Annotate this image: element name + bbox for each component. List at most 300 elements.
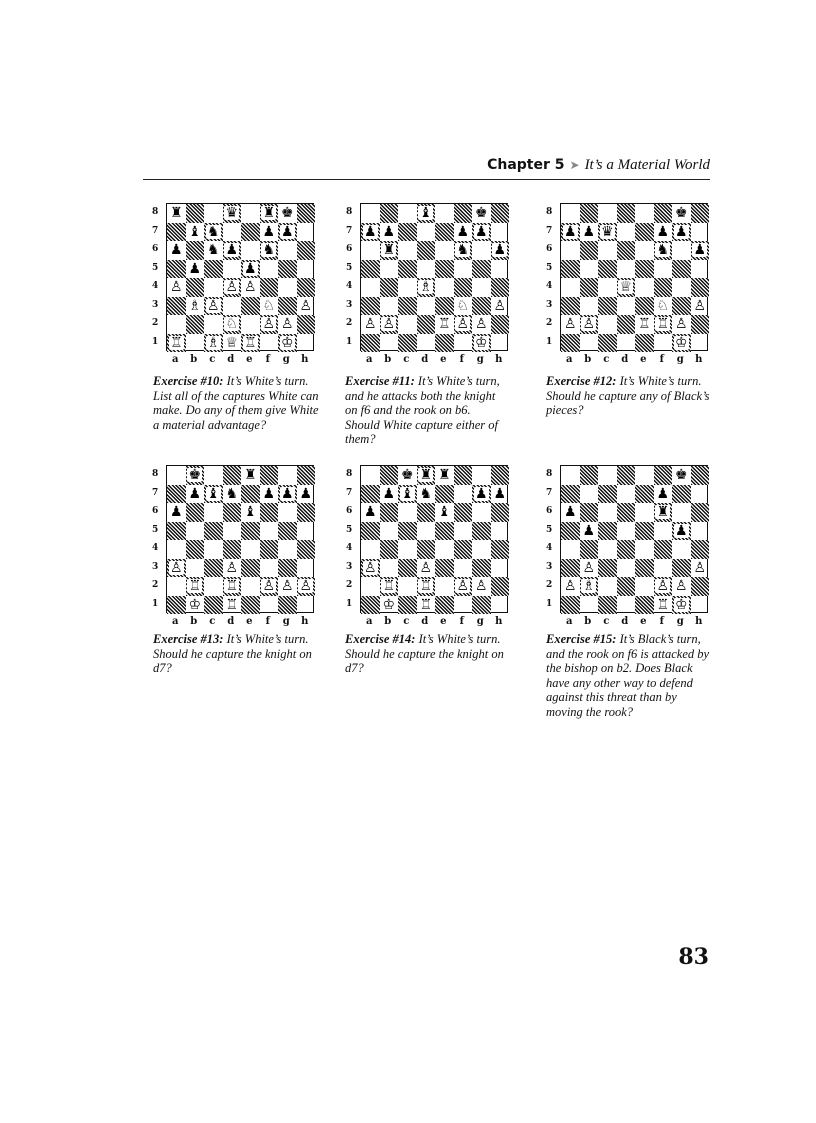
square-c3 [598,559,617,578]
square-c8 [398,204,417,223]
rank-label: 3 [152,299,159,310]
square-f3 [454,297,473,316]
square-f7 [260,223,279,242]
exercise-text: It’s White’s turn, and he attacks both the knight on f6 and the rook on b6. Should White capture either of them? [345,374,500,447]
square-a1 [561,334,580,353]
square-g8 [672,204,691,223]
file-label: d [421,616,429,627]
square-b5 [380,522,399,541]
file-label: a [566,354,573,365]
square-f8 [454,466,473,485]
square-g4 [672,278,691,297]
black-king-icon: ♚ [280,205,294,222]
square-d2 [417,577,436,596]
black-pawn-icon: ♟ [474,223,488,240]
black-knight-icon: ♞ [206,242,220,259]
square-g2 [278,577,297,596]
square-g6 [278,241,297,260]
black-knight-icon: ♞ [225,485,239,502]
square-f1 [454,596,473,615]
file-label: g [476,616,484,627]
square-b4 [580,278,599,297]
square-g6 [672,241,691,260]
rank-label: 4 [546,281,553,291]
square-c2 [204,315,223,334]
square-f2 [260,315,279,334]
square-c5 [398,522,417,541]
rank-label: 3 [152,561,159,572]
square-e5 [241,522,260,541]
square-d5 [417,522,436,541]
square-g2 [672,577,691,596]
square-e3 [635,559,654,578]
rank-label: 7 [346,225,353,236]
square-d8 [223,466,242,485]
square-a2 [167,577,186,596]
square-b5 [580,522,599,541]
rank-label: 5 [346,524,353,535]
chess-board [560,203,708,351]
square-a4 [361,278,380,297]
rank-label: 2 [346,580,353,590]
file-label: h [695,616,703,627]
square-d1 [223,334,242,353]
square-c3 [204,297,223,316]
rank-label: 4 [346,543,353,553]
square-h4 [691,278,710,297]
chess-diagram-13 [148,465,323,637]
square-h5 [691,260,710,279]
white-pawn-icon: ♙ [363,316,377,333]
square-c2 [204,577,223,596]
square-e6 [635,503,654,522]
black-bishop-icon: ♝ [400,485,414,502]
square-a3 [167,297,186,316]
square-g3 [672,297,691,316]
black-rook-icon: ♜ [437,467,451,484]
square-e1 [435,596,454,615]
file-label: e [440,616,447,627]
exercise-text: It’s White’s turn. Should he capture the knight on d7? [345,632,504,676]
square-e8 [241,204,260,223]
square-e2 [241,577,260,596]
square-c4 [204,540,223,559]
square-h5 [691,522,710,541]
white-pawn-icon: ♙ [243,279,257,296]
rank-label: 4 [152,543,159,553]
square-a2 [561,577,580,596]
square-d5 [617,260,636,279]
square-c5 [598,260,617,279]
square-g5 [278,260,297,279]
square-b5 [580,260,599,279]
square-a5 [167,522,186,541]
square-h8 [691,204,710,223]
file-label: e [640,616,647,627]
square-h6 [297,241,316,260]
file-label: e [440,354,447,365]
square-f6 [654,241,673,260]
square-g8 [472,466,491,485]
rank-label: 1 [152,598,159,609]
square-c2 [598,315,617,334]
black-queen-icon: ♛ [600,223,614,240]
exercise-text: It’s White’s turn. List all of the captures White can make. Do any of them give White a material advantage? [153,374,319,432]
square-c5 [204,522,223,541]
square-f7 [260,485,279,504]
square-g2 [472,315,491,334]
square-d5 [223,260,242,279]
exercise-13-caption [153,632,323,676]
square-a1 [167,334,186,353]
square-g3 [472,559,491,578]
square-e3 [635,297,654,316]
square-h7 [297,485,316,504]
square-e1 [635,596,654,615]
square-h7 [297,223,316,242]
file-label: c [603,354,610,365]
square-c6 [204,503,223,522]
black-pawn-icon: ♟ [280,223,294,240]
square-b6 [186,241,205,260]
black-king-icon: ♚ [474,205,488,222]
rank-label: 6 [546,506,553,516]
chess-board [166,203,314,351]
square-c3 [598,297,617,316]
square-c1 [598,334,617,353]
square-c4 [598,540,617,559]
square-d4 [417,278,436,297]
square-e3 [241,559,260,578]
file-label: f [459,616,464,627]
square-b1 [380,596,399,615]
square-g6 [472,503,491,522]
exercise-15-caption [546,632,716,720]
square-h4 [691,540,710,559]
square-a4 [561,540,580,559]
square-a6 [167,241,186,260]
black-knight-icon: ♞ [262,242,276,259]
white-pawn-icon: ♙ [382,316,396,333]
square-f7 [654,223,673,242]
square-c4 [204,278,223,297]
white-pawn-icon: ♙ [563,316,577,333]
square-a8 [561,204,580,223]
white-knight-icon: ♘ [262,297,276,314]
rank-label: 2 [346,318,353,328]
white-pawn-icon: ♙ [582,316,596,333]
square-a3 [361,297,380,316]
black-bishop-icon: ♝ [188,223,202,240]
square-g3 [472,297,491,316]
white-pawn-icon: ♙ [456,316,470,333]
square-h1 [491,596,510,615]
white-knight-icon: ♘ [225,316,239,333]
square-e5 [635,260,654,279]
black-pawn-icon: ♟ [382,485,396,502]
square-b1 [580,596,599,615]
file-labels [166,354,314,368]
black-king-icon: ♚ [674,205,688,222]
square-h3 [491,297,510,316]
chapter-number: Chapter 5 [487,157,565,173]
black-king-icon: ♚ [188,467,202,484]
white-rook-icon: ♖ [188,578,202,595]
square-c7 [598,223,617,242]
file-label: c [403,616,410,627]
square-g7 [672,485,691,504]
square-g8 [672,466,691,485]
square-d6 [617,241,636,260]
square-d3 [417,559,436,578]
rank-label: 3 [346,299,353,310]
black-pawn-icon: ♟ [280,485,294,502]
square-e6 [635,241,654,260]
rank-label: 4 [546,543,553,553]
file-label: f [265,354,270,365]
black-pawn-icon: ♟ [656,485,670,502]
rank-label: 2 [546,580,553,590]
square-h3 [491,559,510,578]
rank-label: 5 [546,524,553,535]
square-d7 [617,485,636,504]
square-d8 [617,204,636,223]
square-e8 [241,466,260,485]
square-f4 [654,540,673,559]
square-e4 [241,540,260,559]
square-c1 [398,334,417,353]
square-f5 [260,260,279,279]
square-h1 [491,334,510,353]
square-c6 [398,241,417,260]
white-bishop-icon: ♗ [188,297,202,314]
square-c8 [204,466,223,485]
rank-label: 7 [152,225,159,236]
square-b5 [186,522,205,541]
white-rook-icon: ♖ [419,596,433,613]
file-labels [560,616,708,630]
square-f6 [654,503,673,522]
white-pawn-icon: ♙ [493,297,507,314]
file-label: h [695,354,703,365]
square-b7 [580,485,599,504]
square-a7 [361,223,380,242]
square-d7 [417,485,436,504]
rank-label: 7 [546,225,553,236]
square-a6 [561,503,580,522]
rank-label: 1 [152,336,159,347]
rank-label: 5 [152,262,159,273]
square-h4 [297,540,316,559]
exercise-14-caption [345,632,507,676]
black-pawn-icon: ♟ [674,223,688,240]
square-d4 [223,540,242,559]
white-pawn-icon: ♙ [169,279,183,296]
square-e7 [635,223,654,242]
square-c5 [204,260,223,279]
square-e6 [435,503,454,522]
black-pawn-icon: ♟ [674,522,688,539]
square-d8 [417,204,436,223]
white-rook-icon: ♖ [225,596,239,613]
black-pawn-icon: ♟ [382,223,396,240]
exercise-text: It’s White’s turn. Should he capture the knight on d7? [153,632,312,676]
white-pawn-icon: ♙ [363,559,377,576]
square-b2 [380,315,399,334]
square-e2 [435,315,454,334]
square-b1 [580,334,599,353]
square-e2 [435,577,454,596]
square-a7 [361,485,380,504]
black-pawn-icon: ♟ [563,504,577,521]
rank-label: 6 [346,506,353,516]
chess-board [166,465,314,613]
square-b2 [186,315,205,334]
file-label: c [403,354,410,365]
square-d1 [417,596,436,615]
exercise-text: It’s Black’s turn, and the rook on f6 is attacked by the bishop on b2. Does Black have any other way to defend against this threat than by moving the rook? [546,632,710,719]
black-pawn-icon: ♟ [582,223,596,240]
rank-label: 3 [546,561,553,572]
square-f1 [260,596,279,615]
file-label: g [676,354,684,365]
square-d5 [417,260,436,279]
square-b6 [186,503,205,522]
file-labels [360,354,508,368]
file-label: b [584,616,592,627]
chess-board [560,465,708,613]
square-a5 [561,522,580,541]
rank-labels [148,203,164,351]
square-c4 [398,540,417,559]
square-a1 [361,596,380,615]
exercise-text: It’s White’s turn. Should he capture any of Black’s pieces? [546,374,710,418]
rank-label: 8 [546,207,553,217]
white-pawn-icon: ♙ [262,578,276,595]
square-f6 [260,503,279,522]
square-g2 [278,315,297,334]
square-d7 [223,485,242,504]
white-pawn-icon: ♙ [225,279,239,296]
square-e6 [241,503,260,522]
square-e8 [635,204,654,223]
square-c2 [598,577,617,596]
square-g5 [472,522,491,541]
square-h5 [491,260,510,279]
white-pawn-icon: ♙ [674,316,688,333]
square-f5 [454,522,473,541]
square-c8 [598,204,617,223]
black-king-icon: ♚ [674,467,688,484]
square-g3 [278,297,297,316]
white-pawn-icon: ♙ [262,316,276,333]
square-b4 [580,540,599,559]
square-c3 [398,297,417,316]
chess-diagram-12 [542,203,717,375]
square-e1 [435,334,454,353]
square-f2 [454,315,473,334]
white-pawn-icon: ♙ [280,316,294,333]
square-h2 [691,577,710,596]
square-a7 [561,485,580,504]
square-g1 [672,334,691,353]
file-label: d [227,616,235,627]
file-label: b [584,354,592,365]
white-pawn-icon: ♙ [674,578,688,595]
square-b1 [380,334,399,353]
square-a7 [561,223,580,242]
square-b2 [580,315,599,334]
square-a1 [561,596,580,615]
square-h3 [691,559,710,578]
black-king-icon: ♚ [400,467,414,484]
black-knight-icon: ♞ [656,242,670,259]
chess-diagram-15 [542,465,717,637]
square-c6 [204,241,223,260]
chess-diagram-10 [148,203,323,375]
square-b6 [580,503,599,522]
square-e5 [241,260,260,279]
white-knight-icon: ♘ [456,297,470,314]
square-b7 [380,485,399,504]
file-label: f [265,616,270,627]
square-c7 [204,223,223,242]
square-e8 [435,466,454,485]
square-h8 [691,466,710,485]
white-pawn-icon: ♙ [456,578,470,595]
white-bishop-icon: ♗ [419,279,433,296]
file-label: g [282,616,290,627]
square-d7 [223,223,242,242]
square-f5 [454,260,473,279]
square-h1 [297,596,316,615]
white-pawn-icon: ♙ [206,297,220,314]
square-f4 [454,278,473,297]
square-c2 [398,577,417,596]
square-d6 [223,241,242,260]
square-d3 [223,297,242,316]
black-pawn-icon: ♟ [225,242,239,259]
square-b3 [580,559,599,578]
square-a3 [561,297,580,316]
square-e7 [435,485,454,504]
square-f3 [260,297,279,316]
white-king-icon: ♔ [188,596,202,613]
rank-label: 8 [346,207,353,217]
file-label: b [190,354,198,365]
square-e8 [435,204,454,223]
square-b8 [380,204,399,223]
white-king-icon: ♔ [474,334,488,351]
square-g4 [472,540,491,559]
square-e3 [435,559,454,578]
square-d3 [617,297,636,316]
square-f8 [260,466,279,485]
black-pawn-icon: ♟ [169,242,183,259]
square-a2 [167,315,186,334]
square-d1 [223,596,242,615]
square-h8 [297,466,316,485]
square-c3 [204,559,223,578]
black-queen-icon: ♛ [225,205,239,222]
square-g6 [278,503,297,522]
square-b4 [186,278,205,297]
file-label: d [421,354,429,365]
square-e4 [435,540,454,559]
square-a1 [361,334,380,353]
square-a4 [167,278,186,297]
square-b8 [580,204,599,223]
